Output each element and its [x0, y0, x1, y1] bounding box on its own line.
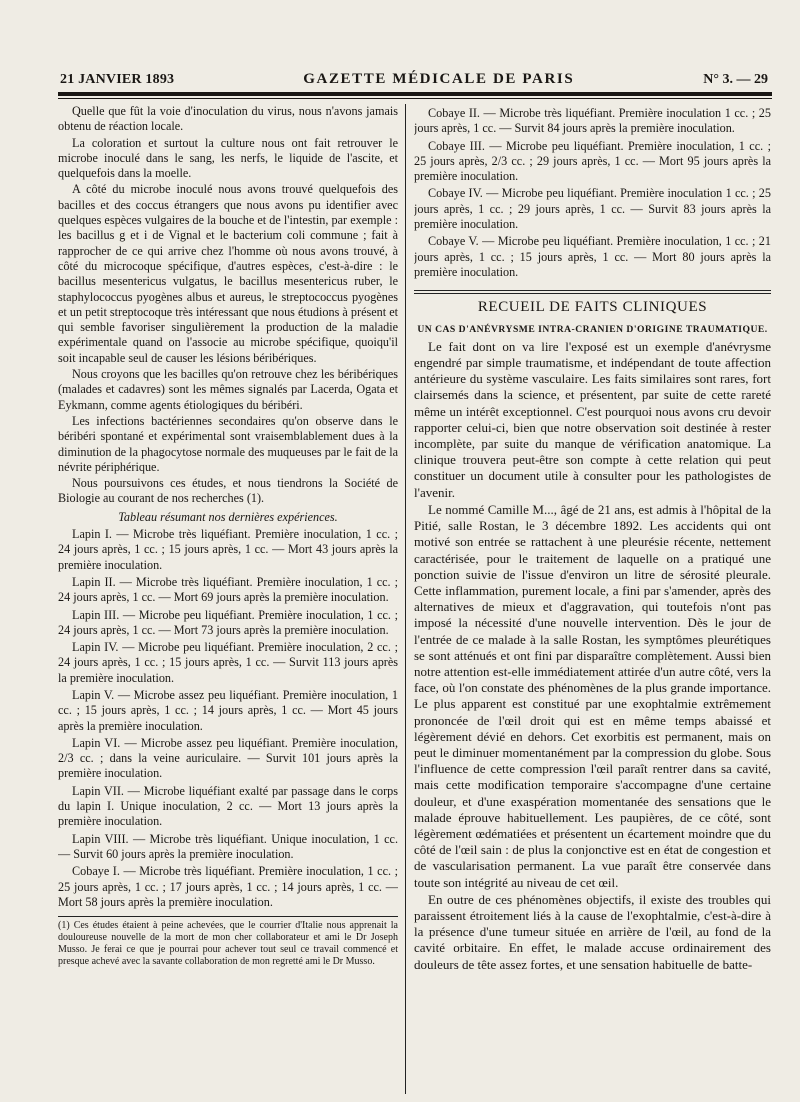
footnote-rule [58, 916, 398, 917]
paragraph: A côté du microbe inoculé nous avons trouvé quelquefois des bacilles et des coccus étrangers que nous avons pu identifier avec quelques espèces vulgaires de la bouche et de l'intestin, par exemple : les bacillus g et i de Vignal et le bacterium coli commune ; fait à rapprocher de ce qui arrive chez l'homme où nous avons trouvé, à côté du microcoque spécifique, d'autres espèces, c'est-à-dire : le bacillus mesentericus vulgatus, le bacillus mesentericus ruber, le staphylococcus pyogènes albus et aureus, le streptococcus pyogènes et un petit streptocoque très intéressant que nous étudions à présent et qui semble favoriser singulièrement la production de la maladie expérimentale quand on l'associe au microbe spécifique, quoiqu'il soit incapable seul de causer les lésions béribériques. [58, 182, 398, 365]
experiment-entry: Cobaye V. — Microbe peu liquéfiant. Première inoculation, 1 cc. ; 21 jours après, 1 cc. ; 15 jours après, 1 cc. — Mort 80 jours après la première inoculation. [414, 234, 771, 279]
experiment-entry: Lapin VII. — Microbe liquéfiant exalté par passage dans le corps du lapin I. Unique inoculation, 2 cc. — Mort 13 jours après la première inoculation. [58, 783, 398, 829]
experiment-entry: Cobaye III. — Microbe peu liquéfiant. Première inoculation, 1 cc. ; 25 jours après, 2/3 cc. ; 29 jours après, 1 cc. — Mort 95 jours après la première inoculation. [414, 138, 771, 184]
section-title: RECUEIL DE FAITS CLINIQUES [477, 299, 708, 316]
paragraph: Le nommé Camille M..., âgé de 21 ans, est admis à l'hôpital de la Pitié, salle Rostan, le 3 décembre 1892. Les accidents qui ont motivé son entrée se rattachent à une pleurésie récente, nettement caractérisée, pour le traitement de laquelle on a pratiqué une ponction suivie de l'issue d'environ un litre de sérosité pleurale. Cette inflammation, purement locale, a fini par s'amender, après des alternatives de mieux et d'aggravation, qui toutefois n'ont pas imposé la nécessité d'une nouvelle intervention. Dès le jour de l'entrée de ce malade à la salle Rostan, les symptômes pleurétiques se sont atténués et ont fini par disparaître complètement. Aussi bien notre attention est-elle immédiatement attirée d'un autre côté, vers la face, où l'on constate des phénomènes de la plus grande importance. Le plus apparent est constitué par une exophtalmie extrêmement prononcée de l'œil droit qui est en même temps abaissé et légèrement dévié en dehors. Cet exorbitis est permanent, mais on peut le diminuer momentanément par la compression du globe. Sous l'influence de cette compression l'œil paraît rentrer dans sa cavité, mais cette modification temporaire s'accompagne d'une certaine douleur, et d'une exaspération momentanée des sensations que le malade éprouve habituellement. Les paupières, de ce côté, sont légèrement œdématiées et présentent un écartement moindre que du côté de l'œil sain : de plus la conjonctive est en état de congestion et de vascularisation permanent. La vue paraît être conservée dans toute son intégrité au niveau de cet œil. [414, 501, 771, 890]
experiment-entry: Lapin VIII. — Microbe très liquéfiant. Unique inoculation, 1 cc. — Survit 60 jours après la première inoculation. [58, 831, 398, 861]
paragraph: La coloration et surtout la culture nous ont fait retrouver le microbe inoculé dans le sang, les nerfs, le liquide de l'ascite, et quelquefois dans la moelle. [58, 135, 398, 181]
left-column [58, 104, 398, 1094]
experiment-entry: Lapin IV. — Microbe peu liquéfiant. Première inoculation, 2 cc. ; 24 jours après, 1 cc. ; 15 jours après, 1 cc. — Survit 113 jours après la première inoculation. [58, 640, 398, 685]
header-rule-thin [58, 98, 772, 99]
paragraph: Le fait dont on va lire l'exposé est un exemple d'anévrysme engendré par simple traumatisme, et indépendant de toute affection antérieure du système vasculaire. Les faits similaires sont rares, fort clairsemés dans la science, et présentent, par suite de cette rareté même un intérêt exceptionnel. C'est pourquoi nous avons cru devoir rapporter celui-ci, bien que notre observation soit destinée à rester incomplète, par suite du manque de vérification anatomique. La clinique trouvera peut-être son compte à cette relation qui peut constituer un document utile à consulter pour les pathologistes de l'avenir. [414, 338, 771, 500]
experiment-entry: Lapin II. — Microbe très liquéfiant. Première inoculation, 1 cc. ; 24 jours après, 1 cc. — Mort 69 jours après la première inoculation. [58, 574, 398, 605]
section-rule [414, 293, 771, 294]
issue-page-number: N° 3. — 29 [703, 72, 768, 87]
paragraph: Quelle que fût la voie d'inoculation du virus, nous n'avons jamais obtenu de réaction locale. [58, 104, 398, 134]
experiment-entry: Lapin I. — Microbe très liquéfiant. Première inoculation, 1 cc. ; 24 jours après, 1 cc. ; 15 jours après, 1 cc. — Mort 43 jours après la première inoculation. [58, 527, 398, 572]
paragraph: Les infections bactériennes secondaires qu'on observe dans le béribéri spontané et expérimental sont vraisemblablement dues à la diminution de la phagocytose normale des muqueuses par le fait de la névrite périphérique. [58, 413, 398, 474]
header-rule-thick [58, 92, 772, 96]
experiment-entry: Lapin VI. — Microbe assez peu liquéfiant. Première inoculation, 2/3 cc. ; dans la veine auriculaire. — Survit 101 jours après la première inoculation. [58, 735, 398, 781]
section-rule [414, 290, 771, 291]
paragraph: En outre de ces phénomènes objectifs, il existe des troubles qui paraissent étroitement liés à la cause de l'exophtalmie, c'est-à-dire à la présence d'une tumeur située en arrière de l'œil, au fond de la cavité orbitaire. En effet, le malade accuse ordinairement des douleurs de tête assez fortes, et une sensation habituelle de batte- [414, 891, 771, 972]
table-caption: Tableau résumant nos dernières expériences. [118, 509, 338, 524]
experiment-entry: Cobaye IV. — Microbe peu liquéfiant. Première inoculation 1 cc. ; 25 jours après, 1 cc. ; 29 jours après, 1 cc. — Survit 83 jours après la première inoculation. [414, 186, 771, 232]
issue-date: 21 JANVIER 1893 [60, 72, 175, 87]
experiment-entry: Lapin III. — Microbe peu liquéfiant. Première inoculation, 1 cc. ; 24 jours après, 1 cc. — Mort 73 jours après la première inoculation. [58, 607, 398, 637]
journal-title: GAZETTE MÉDICALE DE PARIS [303, 71, 575, 87]
footnote: (1) Ces études étaient à peine achevées, que le courrier d'Italie nous apprenait la douloureuse nouvelle de la mort de mon cher collaborateur et ami le Dr Joseph Musso. Je ferai ce que je pourrai pour achever tout seul ce travail commencé et presque achevé avec la savante collaboration de mon regretté ami le Dr Musso. [58, 920, 398, 967]
experiment-entry: Cobaye I. — Microbe très liquéfiant. Première inoculation, 1 cc. ; 25 jours après, 1 cc. ; 17 jours après, 1 cc. ; 14 jours après, 1 cc. — Mort 58 jours après la première inoculation. [58, 864, 398, 909]
case-title: UN CAS D'ANÉVRYSME INTRA-CRANIEN D'ORIGINE TRAUMATIQUE. [417, 323, 768, 335]
paragraph: Nous poursuivons ces études, et nous tiendrons la Société de Biologie au courant de nos recherches (1). [58, 476, 398, 506]
page-header [60, 64, 768, 88]
experiment-entry: Lapin V. — Microbe assez peu liquéfiant. Première inoculation, 1 cc. ; 15 jours après, 1 cc. ; 14 jours après, 1 cc. — Mort 45 jours après la première inoculation. [58, 687, 398, 733]
experiment-entry: Cobaye II. — Microbe très liquéfiant. Première inoculation 1 cc. ; 25 jours après, 1 cc. — Survit 84 jours après la première inoculation. [414, 106, 771, 136]
right-column [414, 104, 771, 1094]
column-separator [405, 104, 406, 1094]
paragraph: Nous croyons que les bacilles qu'on retrouve chez les béribériques (malades et cadavres) sont les mêmes signalés par Lacerda, Ogata et Eykmann, comme agents étiologiques du béribéri. [58, 367, 398, 412]
